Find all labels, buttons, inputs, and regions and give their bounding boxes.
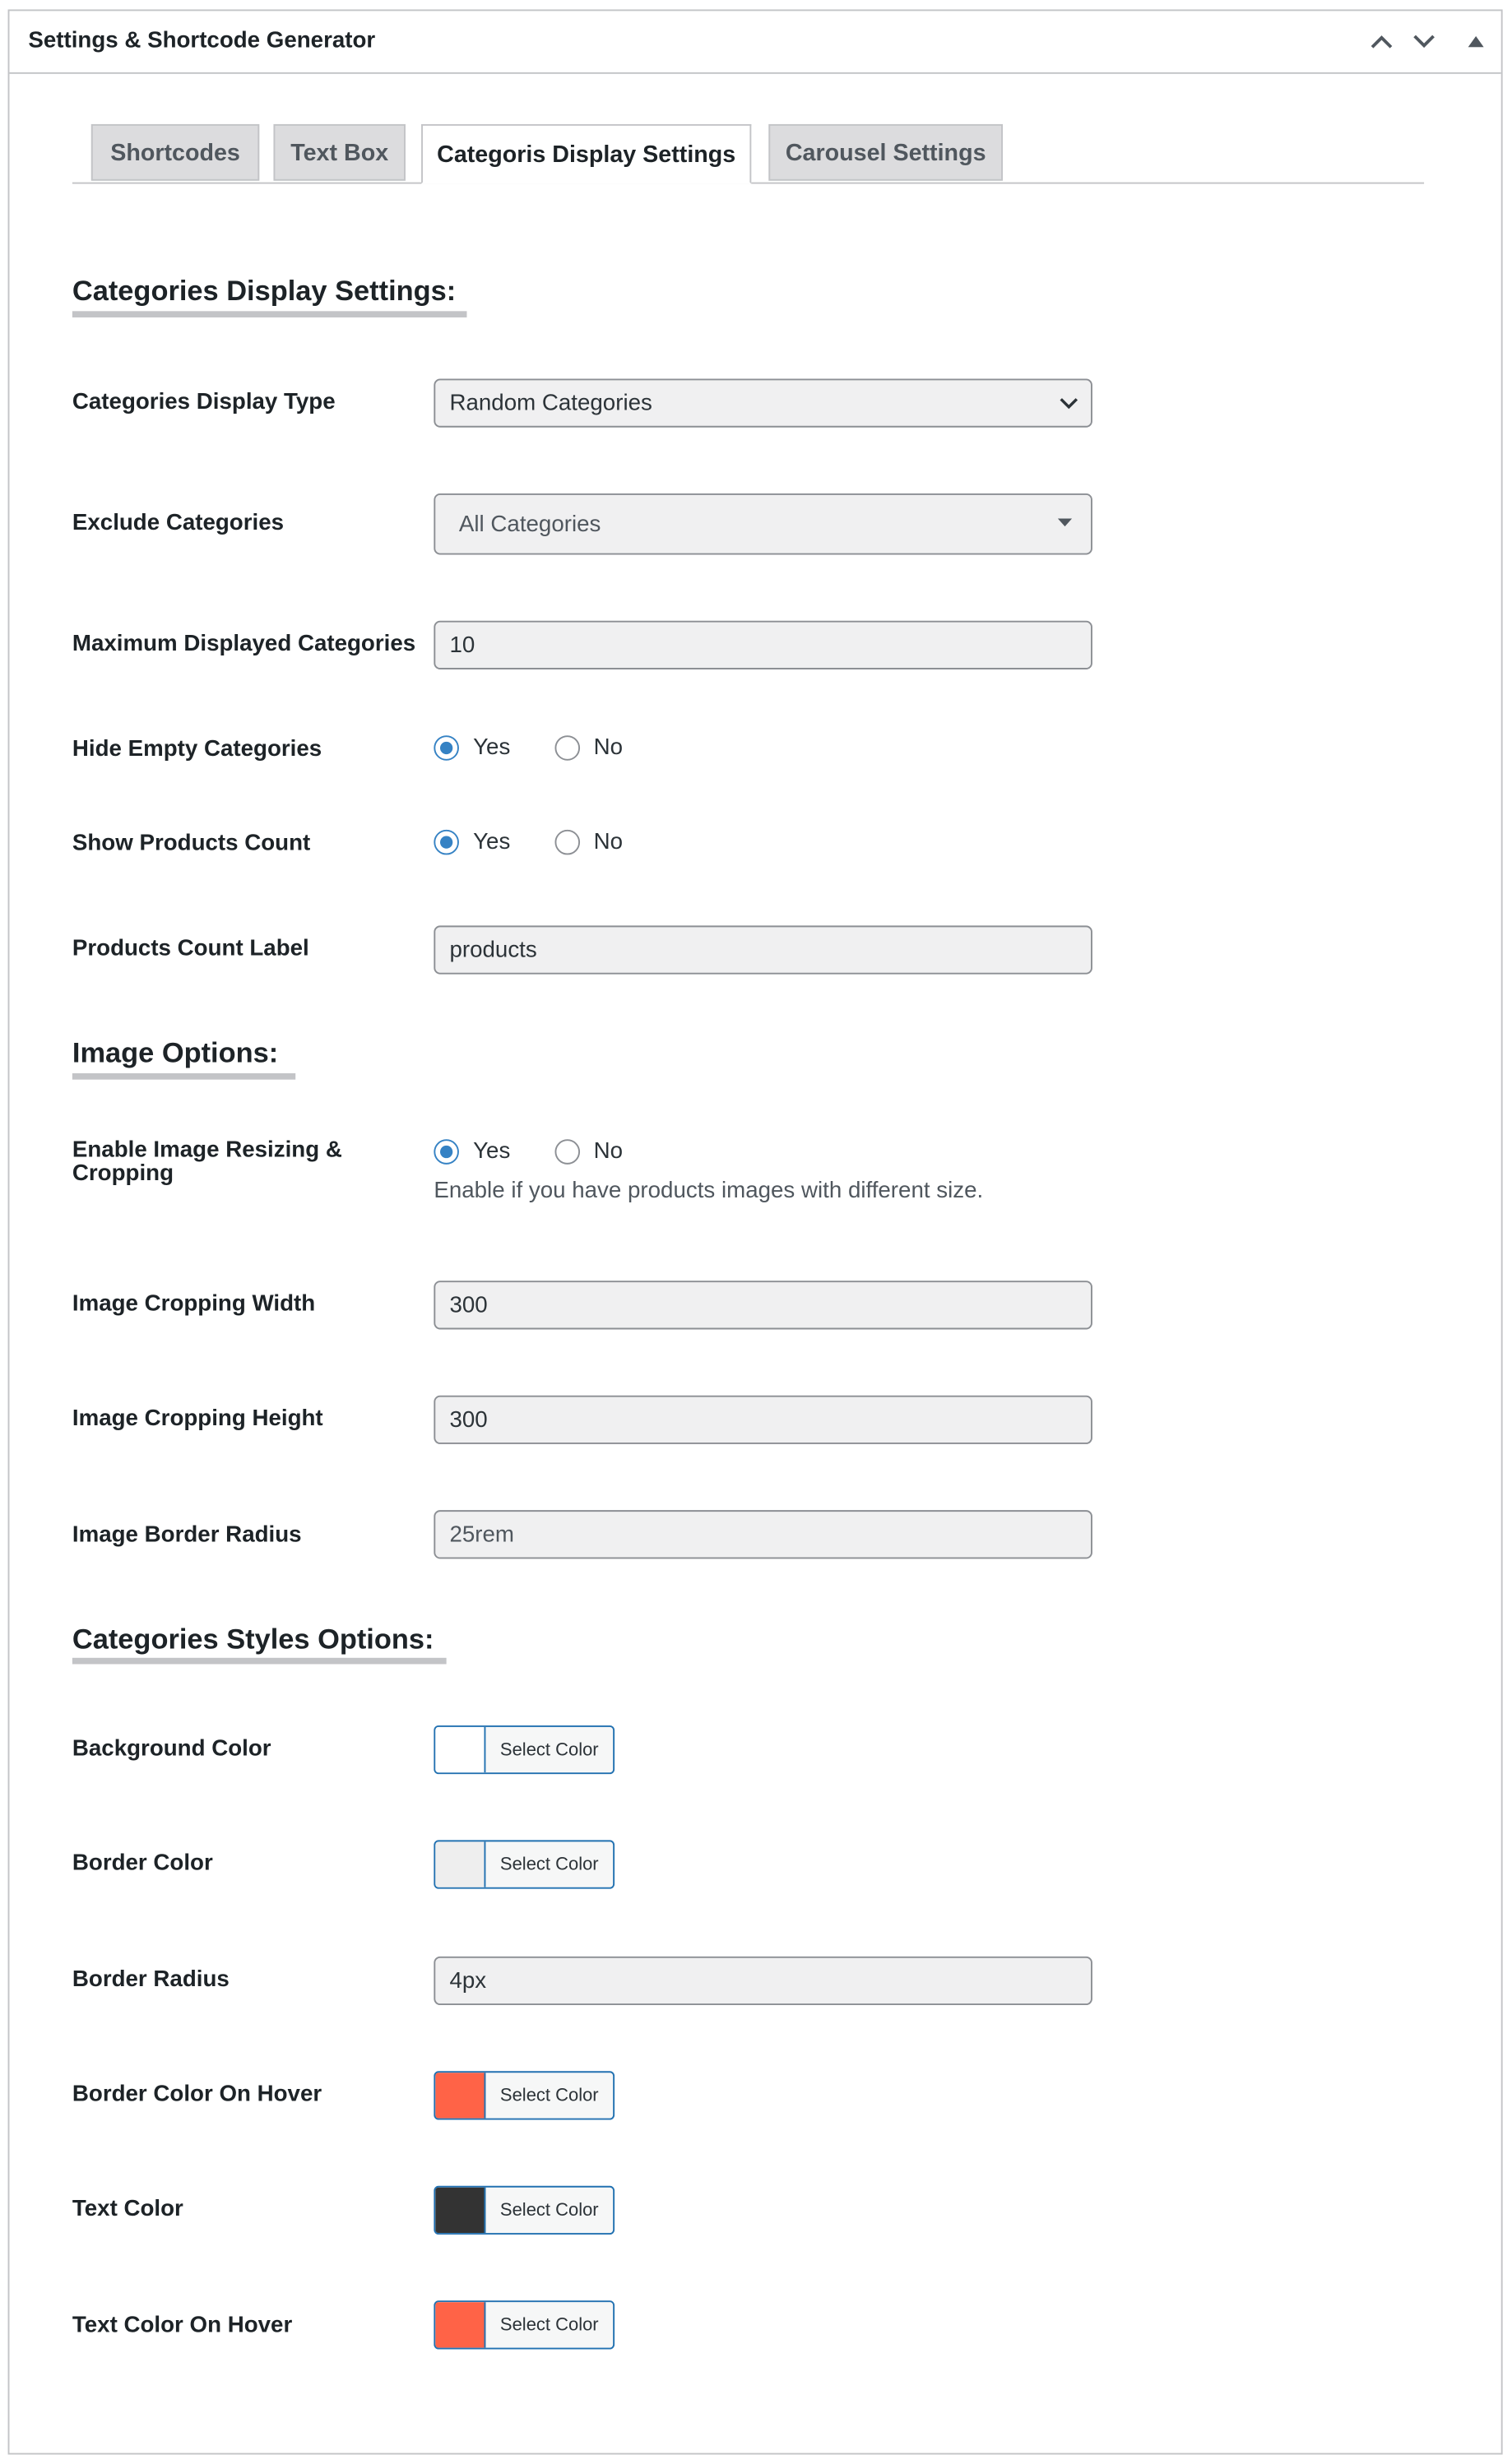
hide-empty-label: Hide Empty Categories [72, 737, 322, 762]
tab-categories-display-settings[interactable]: Categoris Display Settings [421, 124, 751, 184]
text-color-hover-label: Text Color On Hover [72, 2313, 293, 2339]
display-type-label: Categories Display Type [72, 389, 336, 415]
text-color-picker[interactable] [434, 2186, 615, 2235]
border-color-hover-swatch [435, 2073, 485, 2118]
hide-empty-yes-radio[interactable] [434, 735, 459, 761]
text-color-label: Text Color [72, 2197, 183, 2222]
hide-empty-radio-group [434, 735, 623, 761]
max-displayed-label: Maximum Displayed Categories [72, 632, 416, 657]
select-color-label: Select Color [499, 2086, 599, 2105]
panel-header [9, 11, 1500, 73]
max-displayed-input[interactable]: 10 [434, 621, 1092, 669]
crop-width-input[interactable]: 300 [434, 1281, 1092, 1329]
image-border-radius-label: Image Border Radius [72, 1522, 302, 1549]
move-up-button[interactable] [1364, 24, 1398, 58]
count-label-label: Products Count Label [72, 936, 309, 962]
toggle-panel-button[interactable] [1459, 24, 1493, 58]
caret-down-icon [1058, 519, 1072, 527]
exclude-categories-value: All Categories [458, 511, 601, 537]
resize-yes-radio[interactable] [434, 1139, 459, 1165]
chevron-up-icon [1371, 34, 1393, 48]
border-radius-label: Border Radius [72, 1967, 230, 1993]
triangle-up-icon [1468, 35, 1484, 46]
border-color-hover-label: Border Color On Hover [72, 2082, 322, 2108]
crop-height-input[interactable]: 300 [434, 1396, 1092, 1444]
resize-hint: Enable if you have products images with different size. [434, 1179, 984, 1204]
text-color-hover-picker[interactable] [434, 2300, 615, 2349]
show-count-no-radio[interactable] [554, 830, 580, 855]
hide-empty-no-radio[interactable] [554, 735, 580, 761]
section-underline [72, 1073, 295, 1080]
move-down-button[interactable] [1407, 24, 1441, 58]
section-underline [72, 1658, 447, 1665]
section-underline [72, 311, 467, 317]
border-color-hover-picker[interactable] [434, 2071, 615, 2119]
resize-label [72, 1139, 342, 1186]
hide-empty-no-label: No [593, 735, 624, 761]
tab-carousel-settings[interactable]: Carousel Settings [768, 124, 1003, 181]
select-color-label: Select Color [499, 1740, 599, 1760]
background-color-label: Background Color [72, 1736, 271, 1762]
chevron-down-icon [1060, 397, 1078, 410]
show-count-yes-label: Yes [473, 829, 511, 855]
border-color-swatch [435, 1841, 485, 1887]
show-count-label: Show Products Count [72, 831, 311, 857]
show-count-yes-radio[interactable] [434, 830, 459, 855]
display-type-value: Random Categories [449, 390, 652, 416]
show-count-no-label: No [593, 829, 624, 855]
tab-text-box[interactable]: Text Box [273, 124, 405, 181]
crop-height-label: Image Cropping Height [72, 1406, 323, 1432]
section-title-image: Image Options: [72, 1037, 279, 1069]
hide-empty-yes-label: Yes [473, 735, 511, 761]
resize-radio-group [434, 1139, 623, 1165]
resize-no-label: No [593, 1139, 624, 1165]
resize-label-line2: Cropping [72, 1161, 174, 1187]
section-title-styles: Categories Styles Options: [72, 1623, 434, 1655]
chevron-down-icon [1413, 34, 1435, 48]
crop-width-label: Image Cropping Width [72, 1291, 316, 1318]
tab-bar [72, 124, 1424, 184]
section-title-display: Categories Display Settings: [72, 275, 457, 307]
background-color-picker[interactable] [434, 1725, 615, 1774]
text-color-swatch [435, 2188, 485, 2233]
border-radius-input[interactable]: 4px [434, 1957, 1092, 2005]
count-label-input[interactable]: products [434, 925, 1092, 974]
panel-title: Settings & Shortcode Generator [28, 28, 376, 53]
border-color-label: Border Color [72, 1850, 213, 1877]
resize-no-radio[interactable] [554, 1139, 580, 1165]
background-color-swatch [435, 1727, 485, 1772]
resize-yes-label: Yes [473, 1139, 511, 1165]
exclude-categories-label: Exclude Categories [72, 510, 285, 536]
exclude-categories-select[interactable] [434, 493, 1092, 555]
display-type-select[interactable] [434, 378, 1092, 427]
select-color-label: Select Color [499, 1855, 599, 1874]
resize-label-line1: Enable Image Resizing & [72, 1137, 342, 1163]
tab-shortcodes[interactable]: Shortcodes [91, 124, 259, 181]
select-color-label: Select Color [499, 2315, 599, 2335]
border-color-picker[interactable] [434, 1840, 615, 1888]
select-color-label: Select Color [499, 2200, 599, 2220]
image-border-radius-input[interactable]: 25rem [434, 1510, 1092, 1559]
text-color-hover-swatch [435, 2302, 485, 2347]
show-count-radio-group [434, 830, 623, 855]
